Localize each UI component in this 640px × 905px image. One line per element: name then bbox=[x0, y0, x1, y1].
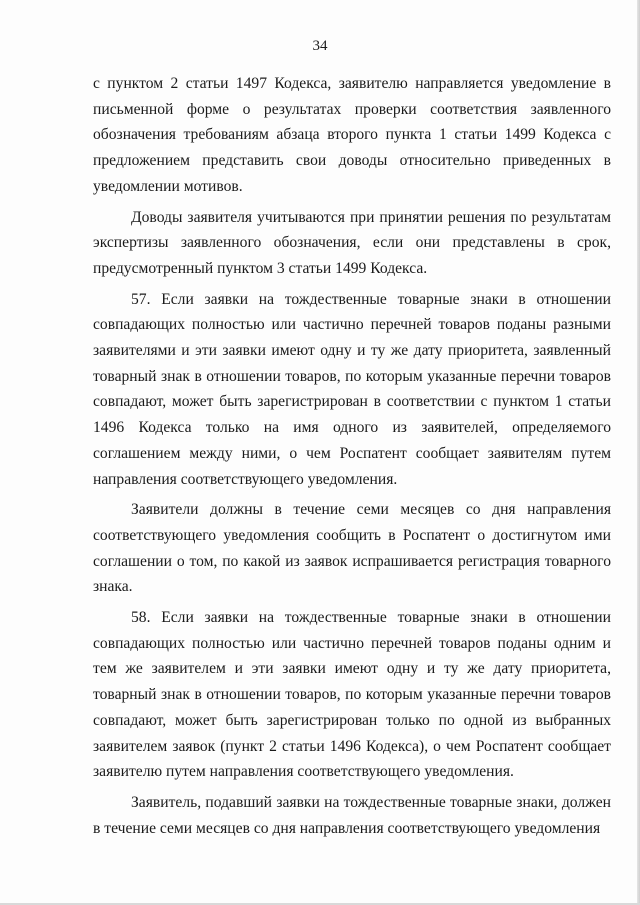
paragraph-applicants-agreement: Заявители должны в течение семи месяцев со дня направления соответствующего уведомления сообщить в Роспатент о достигнутом ими соглашении о том, по какой из заявок испрашивается регистрация товарного знака. bbox=[93, 501, 611, 596]
document-body bbox=[93, 71, 611, 846]
paragraph-applicant-obligation: Заявитель, подавший заявки на тождественные товарные знаки, должен в течение семи месяцев со дня направления соответствующего уведомления bbox=[93, 793, 611, 837]
page-number: 34 bbox=[312, 38, 328, 54]
paragraph-applicant-arguments: Доводы заявителя учитываются при принятии решения по результатам экспертизы заявленного обозначения, если они представлены в срок, предусмотренный пунктом 3 статьи 1499 Кодекса. bbox=[93, 208, 611, 277]
paragraph-continuation: с пунктом 2 статьи 1497 Кодекса, заявителю направляется уведомление в письменной форме о результатах проверки соответствия заявленного обозначения требованиям абзаца второго пункта 1 статьи 1499 Кодекса с предложением представить свои доводы относительно приведенных в уведомлении мотивов. bbox=[93, 75, 611, 195]
paragraph-clause-57: 57. Если заявки на тождественные товарные знаки в отношении совпадающих полностью или частично перечней товаров поданы разными заявителями и эти заявки имеют одну и ту же дату приоритета, заявленный товарный знак в отношении товаров, по которым указанные перечни товаров совпадают, может быть зарегистрирован в соответствии с пунктом 1 статьи 1496 Кодекса только на имя одного из заявителей, определяемого соглашением между ними, о чем Роспатент сообщает заявителям путем направления соответствующего уведомления. bbox=[93, 290, 611, 488]
paragraph-clause-58: 58. Если заявки на тождественные товарные знаки в отношении совпадающих полностью или частично перечней товаров поданы одним и тем же заявителем и эти заявки имеют одну и ту же дату приоритета, товарный знак в отношении товаров, по которым указанные перечни товаров совпадают, может быть зарегистрирован только по одной из выбранных заявителем заявок (пункт 2 статьи 1496 Кодекса), о чем Роспатент сообщает заявителю путем направления соответствующего уведомления. bbox=[93, 609, 611, 781]
